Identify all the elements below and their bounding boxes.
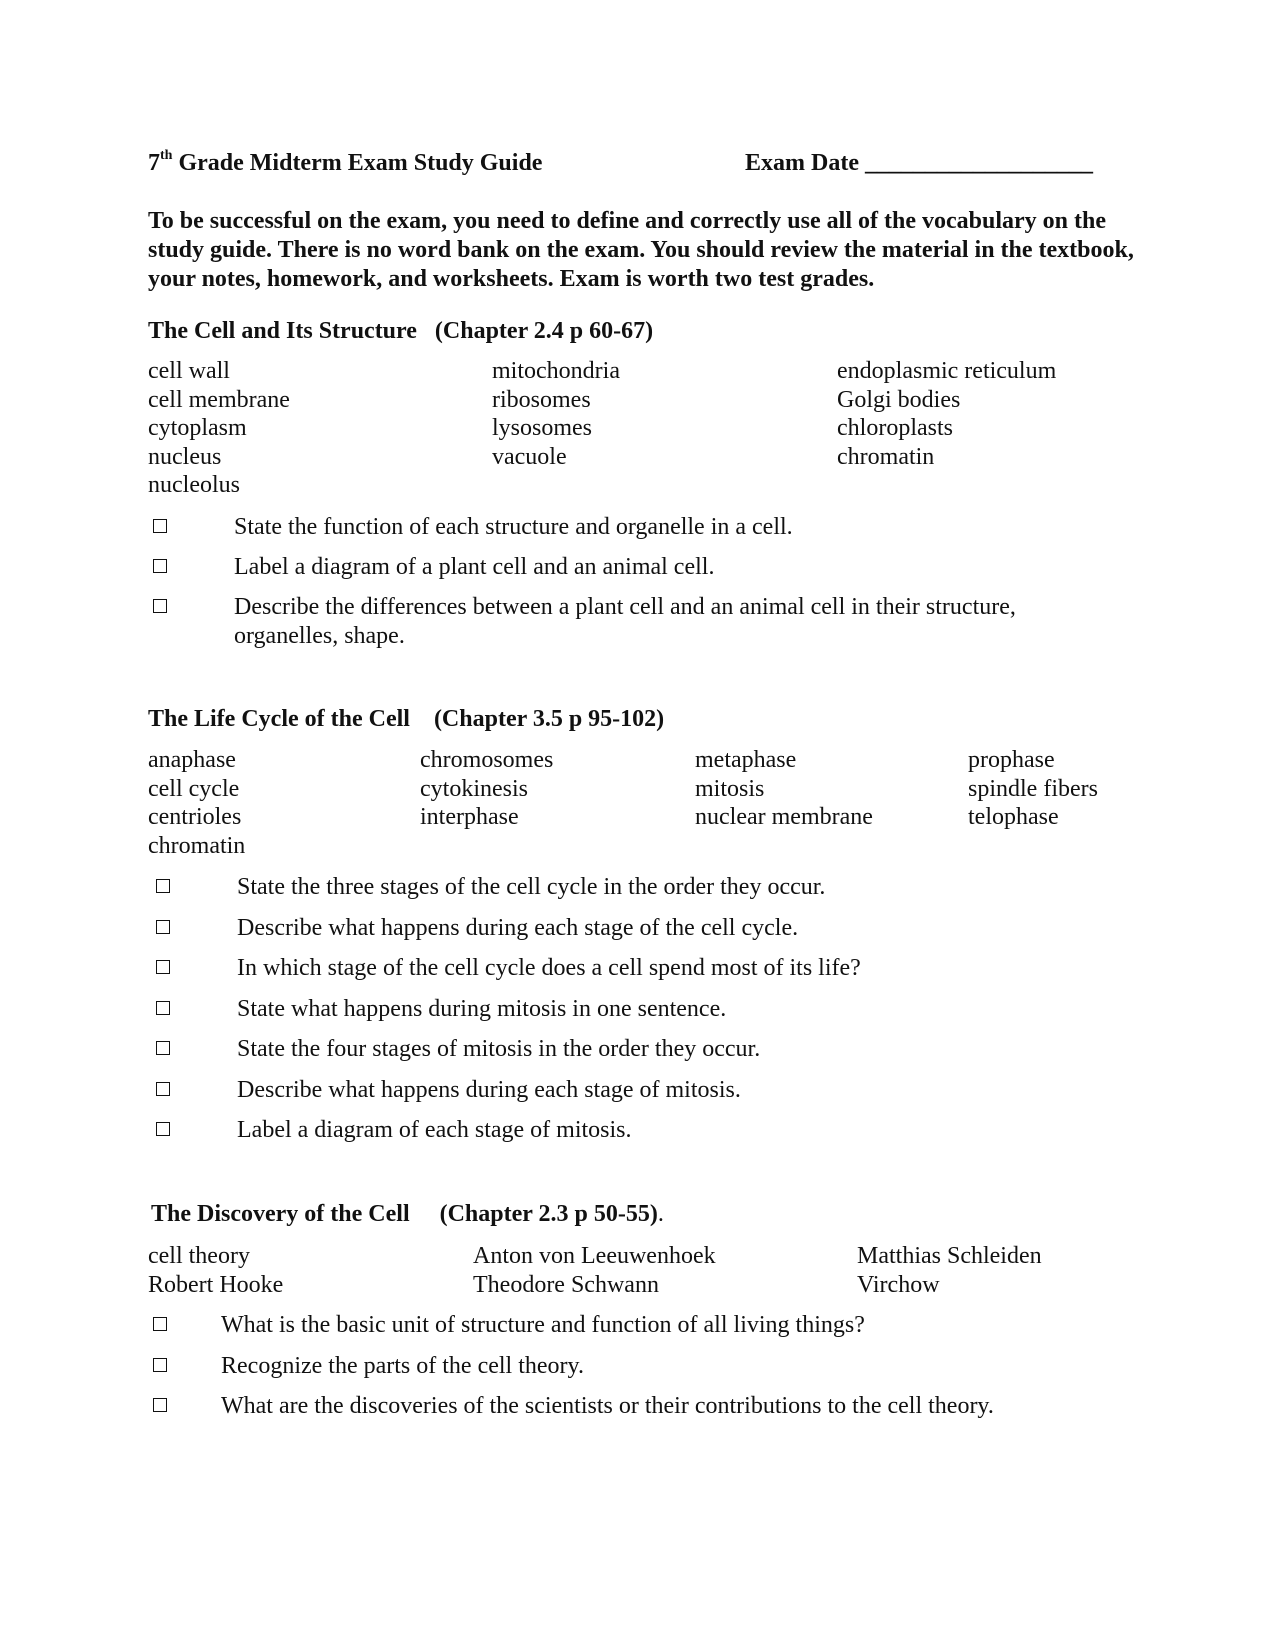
vocab-word: Virchow [857,1271,940,1298]
task-checklist-discovery [148,1311,1128,1431]
vocab-word: Matthias Schleiden [857,1243,1042,1269]
vocab-column [473,1242,716,1299]
checkbox[interactable] [153,1358,167,1372]
task-text: Describe what happens during each stage of mitosis. [237,1076,741,1103]
vocab-word: cytoplasm [148,415,247,441]
section-chapter: (Chapter 2.3 p 50-55) [439,1201,658,1227]
vocab-list-cell-structure [148,357,1128,502]
vocab-column [857,1242,1042,1299]
vocab-word: ribosomes [492,386,591,413]
checkbox[interactable] [153,559,167,573]
checkbox[interactable] [153,1398,167,1412]
title-grade-suffix: th [160,148,173,163]
vocab-column [148,746,245,860]
vocab-word: Robert Hooke [148,1271,284,1298]
task-text: State the three stages of the cell cycle in the order they occur. [237,874,826,900]
vocab-word: cell theory [148,1243,250,1269]
checkbox[interactable] [153,1317,167,1331]
exam-date-field: Exam Date ___________________ [745,150,1093,176]
vocab-word: spindle fibers [968,775,1098,802]
vocab-word: endoplasmic reticulum [837,358,1057,384]
vocab-column [968,746,1098,832]
vocab-word: metaphase [695,747,797,773]
vocab-word: prophase [968,747,1055,773]
vocab-word: chromatin [837,443,935,470]
vocab-column [148,357,290,500]
vocab-word: cell wall [148,358,230,384]
vocab-word: Anton von Leeuwenhoek [473,1243,716,1269]
title-row [148,150,1108,184]
vocab-word: chromatin [148,832,246,859]
checkbox[interactable] [156,1001,170,1015]
checkbox[interactable] [156,879,170,893]
vocab-word: vacuole [492,443,567,470]
section-title: The Discovery of the Cell [151,1201,410,1227]
task-text: State the function of each structure and organelle in a cell. [234,514,793,540]
page-title [148,150,542,177]
vocab-word: mitochondria [492,358,620,384]
section-title: The Life Cycle of the Cell [148,706,410,732]
vocab-word: chromosomes [420,747,554,773]
intro-paragraph: To be successful on the exam, you need to define and correctly use all of the vocabulary on the study guide. There is no word bank on the exam. You should review the material in the textbook, your notes, homework, and worksheets. Exam is worth two test grades. [148,208,1134,292]
task-text: State what happens during mitosis in one sentence. [237,995,727,1022]
vocab-column [695,746,873,832]
checkbox[interactable] [156,960,170,974]
checkbox[interactable] [156,1082,170,1096]
section-heading-discovery [151,1201,664,1228]
vocab-word: cytokinesis [420,775,528,802]
vocab-word: nuclear membrane [695,804,873,830]
section-chapter: (Chapter 2.4 p 60-67) [434,318,654,344]
task-text: In which stage of the cell cycle does a cell spend most of its life? [237,955,861,981]
vocab-list-discovery [148,1242,1128,1302]
task-checklist-cell-structure [148,513,1128,653]
task-text: Describe what happens during each stage of the cell cycle. [237,914,799,941]
vocab-word: centrioles [148,804,242,830]
task-text: What is the basic unit of structure and function of all living things? [221,1312,865,1338]
vocab-word: mitosis [695,775,765,802]
checkbox[interactable] [153,599,167,613]
vocab-word: telophase [968,804,1059,830]
vocab-column [837,357,1056,471]
vocab-word: interphase [420,804,519,830]
title-text: Grade Midterm Exam Study Guide [172,150,543,176]
checkbox[interactable] [156,920,170,934]
vocab-word: cell membrane [148,386,290,413]
vocab-word: Golgi bodies [837,386,961,413]
section-title: The Cell and Its Structure [148,318,417,344]
title-grade-number: 7 [148,150,160,176]
vocab-column [420,746,553,832]
section-chapter-tail: . [657,1201,664,1227]
vocab-word: cell cycle [148,775,240,802]
section-heading-cell-structure [148,318,653,345]
checkbox[interactable] [156,1122,170,1136]
section-chapter: (Chapter 3.5 p 95-102) [433,706,665,732]
checkbox[interactable] [156,1041,170,1055]
task-text: Label a diagram of each stage of mitosis. [237,1117,632,1143]
vocab-word: anaphase [148,747,236,773]
vocab-word: nucleolus [148,472,240,498]
vocab-word: Theodore Schwann [473,1271,659,1298]
vocab-list-life-cycle [148,746,1128,864]
checkbox[interactable] [153,519,167,533]
vocab-word: chloroplasts [837,415,953,441]
task-text: What are the discoveries of the scientists or their contributions to the cell theory. [221,1393,994,1419]
vocab-word: nucleus [148,443,222,470]
task-text: State the four stages of mitosis in the order they occur. [237,1036,761,1062]
vocab-column [148,1242,283,1299]
vocab-word: lysosomes [492,415,593,441]
task-text: Describe the differences between a plant cell and an animal cell in their structure, organelles, shape. [234,594,1016,649]
section-heading-life-cycle [148,706,664,733]
task-text: Recognize the parts of the cell theory. [221,1352,584,1379]
task-checklist-life-cycle [148,873,1128,1163]
task-text: Label a diagram of a plant cell and an animal cell. [234,554,715,580]
vocab-column [492,357,620,471]
